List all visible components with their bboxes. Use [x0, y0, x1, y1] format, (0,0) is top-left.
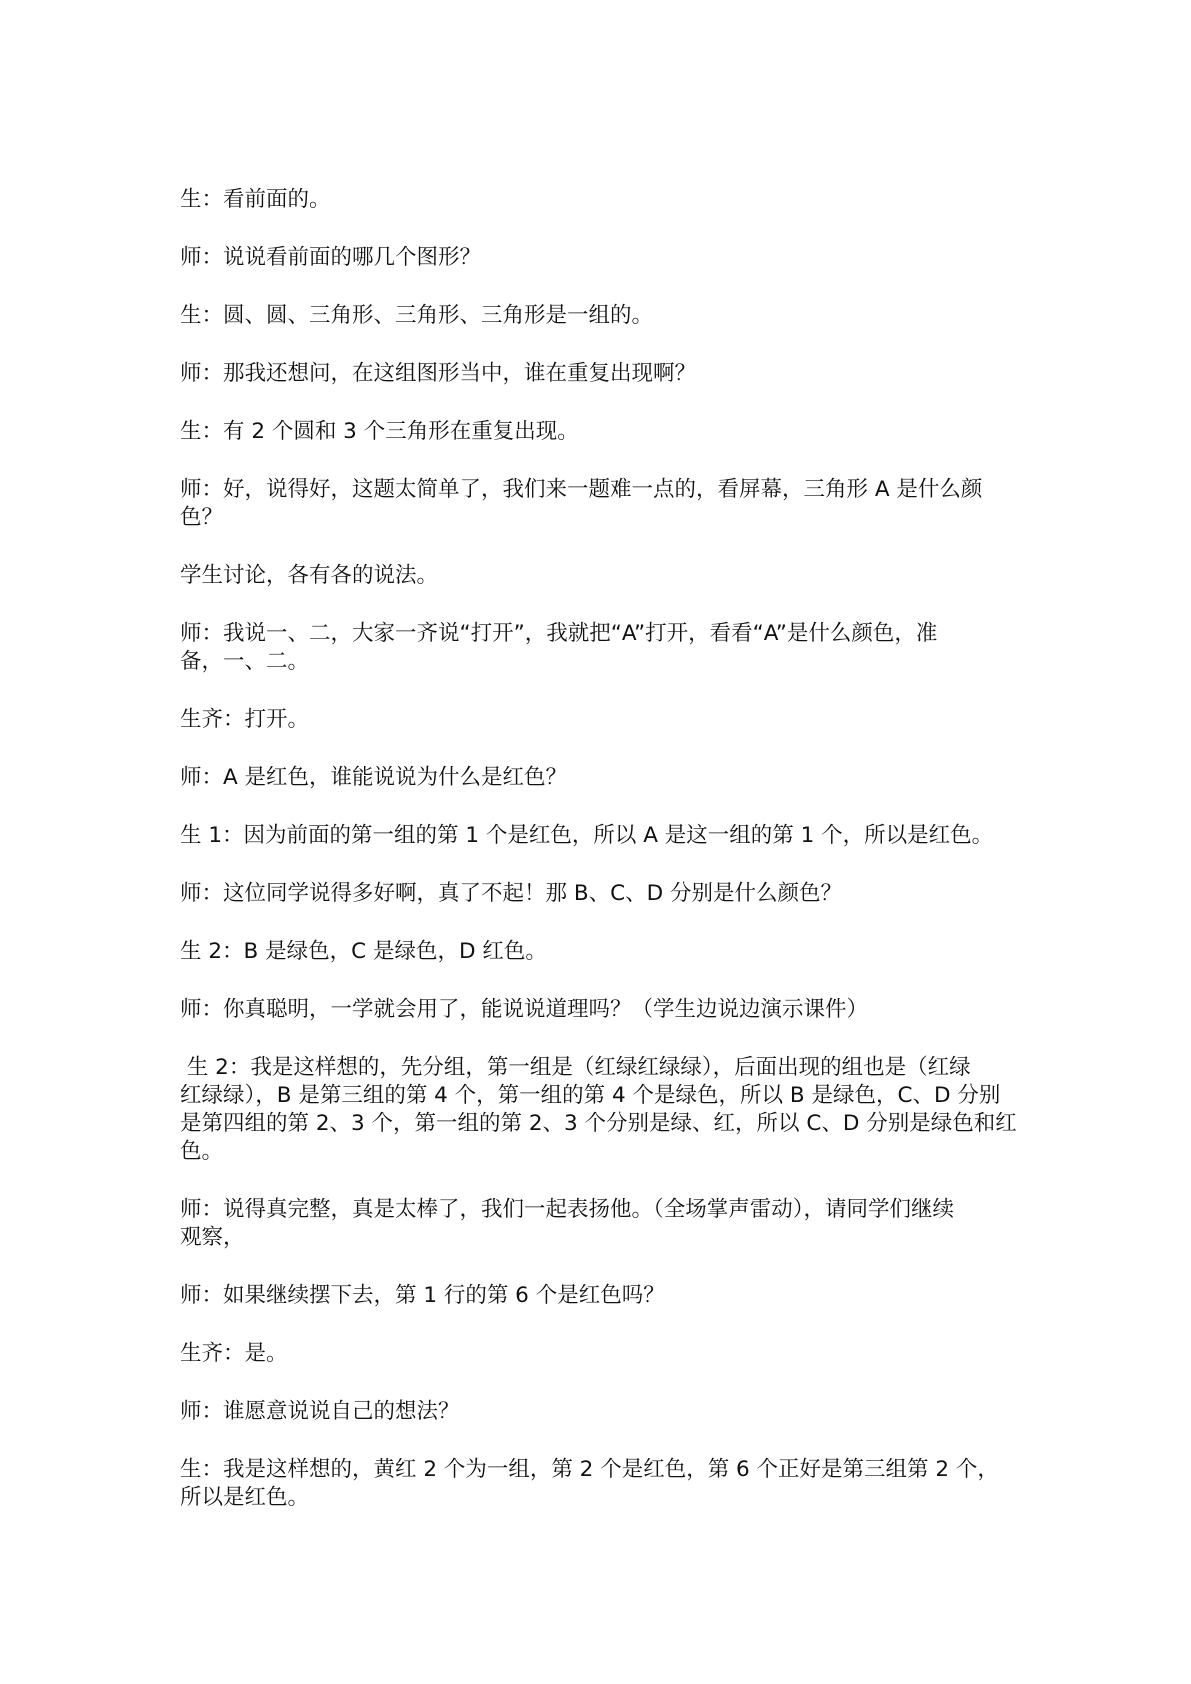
dialogue-paragraph: [180, 302, 1010, 330]
dialogue-paragraph: [180, 764, 1010, 792]
dialogue-paragraph: [180, 476, 1010, 532]
dialogue-paragraph: [180, 360, 1010, 388]
paragraph-line: 师：我说一、二，大家一齐说“打开”，我就把“A”打开，看看“A”是什么颜色，准: [180, 621, 938, 646]
dialogue-paragraph: [180, 996, 1010, 1024]
paragraph-line: 生齐：是。: [180, 1341, 288, 1366]
paragraph-line: 师：那我还想问，在这组图形当中，谁在重复出现啊？: [180, 361, 697, 386]
dialogue-paragraph: [180, 186, 1010, 214]
paragraph-line: 是第四组的第 2、3 个，第一组的第 2、3 个分别是绿、红，所以 C、D 分别是绿色和红: [180, 1111, 1017, 1136]
dialogue-paragraph: [180, 822, 1010, 850]
paragraph-line: 生：有 2 个圆和 3 个三角形在重复出现。: [180, 419, 579, 444]
dialogue-paragraph: [180, 1456, 1010, 1512]
document-body: [180, 186, 1017, 1542]
paragraph-line: 师：这位同学说得多好啊，真了不起！那 B、C、D 分别是什么颜色？: [180, 881, 842, 906]
dialogue-paragraph: [180, 1398, 1010, 1426]
paragraph-line: 师：好，说得好，这题太简单了，我们来一题难一点的，看屏幕，三角形 A 是什么颜: [180, 477, 983, 502]
paragraph-line: 师：如果继续摆下去，第 1 行的第 6 个是红色吗？: [180, 1283, 665, 1308]
dialogue-paragraph: [180, 1196, 1010, 1252]
paragraph-line: 色。: [180, 1139, 224, 1164]
paragraph-line: 观察，: [180, 1225, 245, 1250]
dialogue-paragraph: [180, 1340, 1010, 1368]
paragraph-line: 生 2：B 是绿色，C 是绿色，D 红色。: [180, 939, 547, 964]
paragraph-line: 生：看前面的。: [180, 187, 331, 212]
dialogue-paragraph: [180, 706, 1010, 734]
paragraph-line: 生齐：打开。: [180, 707, 310, 732]
paragraph-line: 生：圆、圆、三角形、三角形、三角形是一组的。: [180, 303, 654, 328]
paragraph-line: 备，一、二。: [180, 649, 310, 674]
paragraph-line: 师：说得真完整，真是太棒了，我们一起表扬他。（全场掌声雷动），请同学们继续: [180, 1197, 955, 1222]
dialogue-paragraph: [180, 562, 1010, 590]
paragraph-line: 师：你真聪明，一学就会用了，能说说道理吗？（学生边说边演示课件）: [180, 997, 869, 1022]
paragraph-line: 色？: [180, 505, 224, 530]
dialogue-paragraph: [180, 418, 1010, 446]
dialogue-paragraph: [180, 938, 1010, 966]
paragraph-line: 师：说说看前面的哪几个图形？: [180, 245, 482, 270]
dialogue-paragraph: [180, 1282, 1010, 1310]
paragraph-line: 师：A 是红色，谁能说说为什么是红色？: [180, 765, 568, 790]
dialogue-paragraph: [180, 244, 1010, 272]
dialogue-paragraph: [180, 1054, 1017, 1166]
paragraph-line: 学生讨论，各有各的说法。: [180, 563, 439, 588]
paragraph-line: 生 1：因为前面的第一组的第 1 个是红色，所以 A 是这一组的第 1 个，所以是红色。: [180, 823, 994, 848]
dialogue-paragraph: [180, 620, 1010, 676]
dialogue-paragraph: [180, 880, 1010, 908]
paragraph-line: 师：谁愿意说说自己的想法？: [180, 1399, 460, 1424]
paragraph-line: 红绿绿），B 是第三组的第 4 个，第一组的第 4 个是绿色，所以 B 是绿色，C、D 分别: [180, 1083, 1001, 1108]
paragraph-line: 生 2：我是这样想的，先分组，第一组是（红绿红绿绿），后面出现的组也是（红绿: [180, 1055, 971, 1080]
paragraph-line: 生：我是这样想的，黄红 2 个为一组，第 2 个是红色，第 6 个正好是第三组第 2 个，: [180, 1457, 999, 1482]
paragraph-line: 所以是红色。: [180, 1485, 310, 1510]
